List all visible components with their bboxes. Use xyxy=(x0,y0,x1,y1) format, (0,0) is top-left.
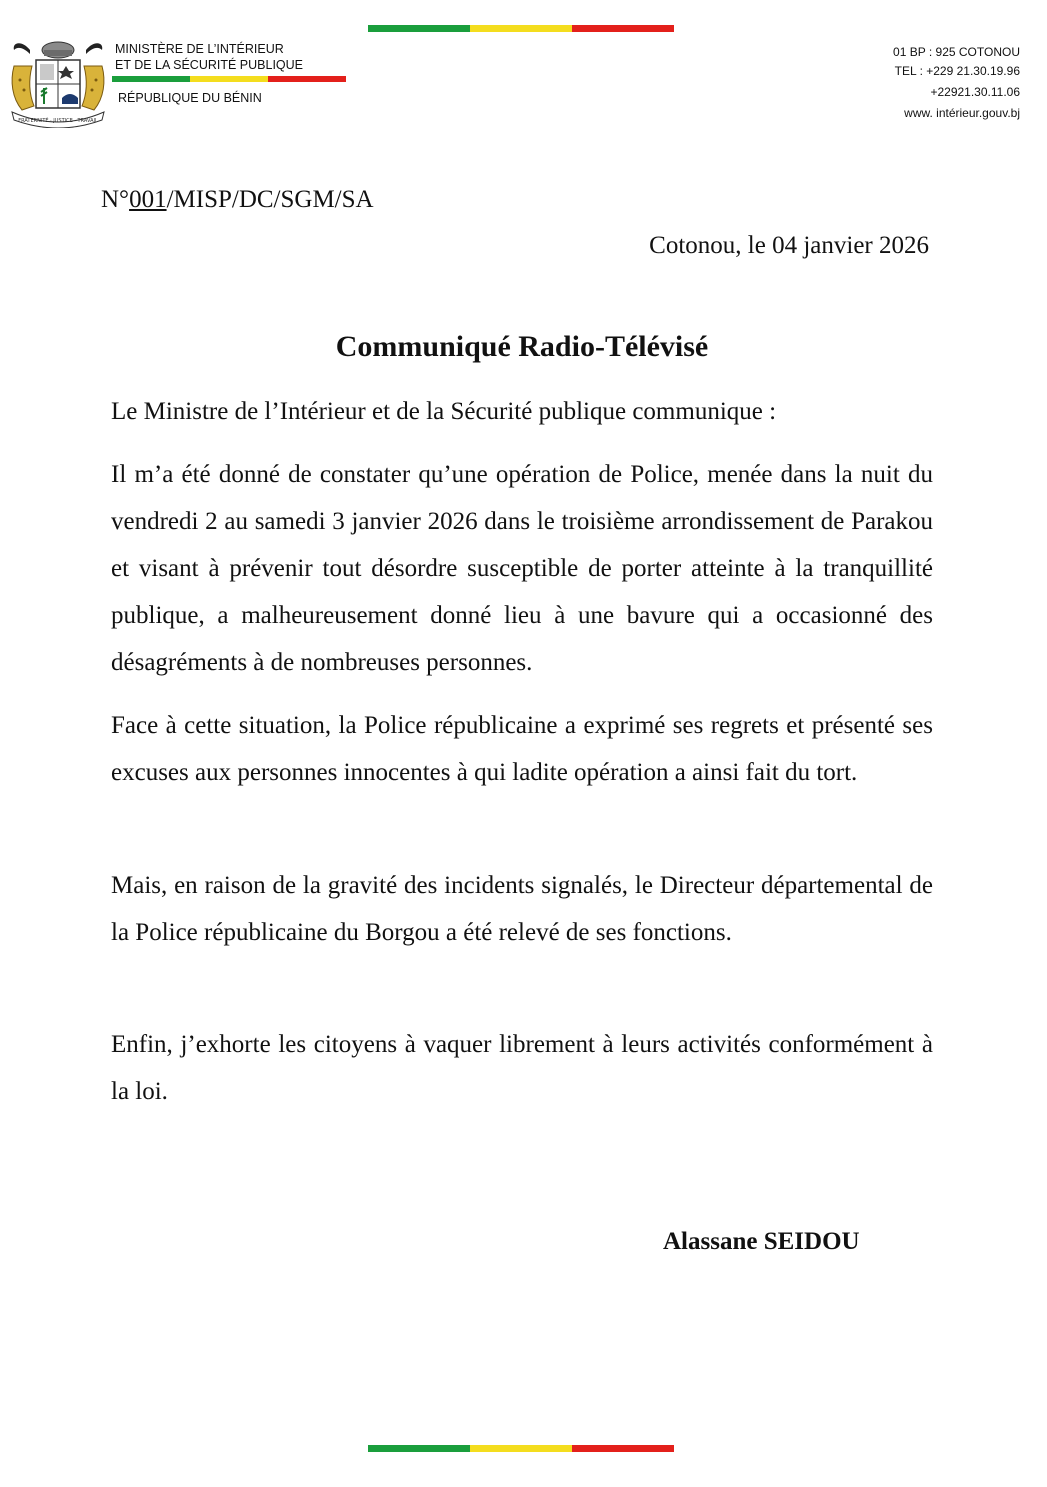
republic-name: RÉPUBLIQUE DU BÉNIN xyxy=(118,91,262,105)
intro-paragraph: Le Ministre de l’Intérieur et de la Sécurité publique communique : xyxy=(111,398,777,425)
red-stripe xyxy=(268,76,346,82)
body-paragraph: Mais, en raison de la gravité des incidents signalés, le Directeur départemental de la Police républicaine du Borgou a été relevé de ses fonctions. xyxy=(111,872,933,946)
yellow-stripe xyxy=(470,25,572,32)
contact-po-box: 01 BP : 925 COTONOU xyxy=(893,45,1020,59)
red-stripe xyxy=(572,25,674,32)
ministry-name-line1: MINISTÈRE DE L’INTÉRIEUR xyxy=(115,42,284,56)
red-stripe xyxy=(572,1445,674,1452)
reference-prefix: N° xyxy=(101,186,130,213)
document-title: Communiqué Radio-Télévisé xyxy=(335,330,709,363)
green-stripe xyxy=(112,76,190,82)
reference-number xyxy=(101,186,374,214)
reference-suffix: /MISP/DC/SGM/SA xyxy=(166,186,374,213)
contact-tel1: TEL : +229 21.30.19.96 xyxy=(894,64,1020,78)
green-stripe xyxy=(368,1445,470,1452)
reference-num: 001 xyxy=(129,186,167,213)
body-paragraph: Il m’a été donné de constater qu’une opération de Police, menée dans la nuit du vendredi 2 au samedi 3 janvier 2026 dans le troisième arrondissement de Parakou et visant à prévenir tout désordre susceptible de porter atteinte à la tranquillité publique, a malheureusement donné lieu à une bavure qui a occasionné des désagréments à de nombreuses personnes. xyxy=(111,461,933,676)
bottom-tricolor-bar xyxy=(368,1445,674,1452)
contact-tel2: +22921.30.11.06 xyxy=(930,85,1020,99)
coat-of-arms-icon xyxy=(8,36,108,128)
top-tricolor-bar xyxy=(368,25,674,32)
yellow-stripe xyxy=(470,1445,572,1452)
yellow-stripe xyxy=(190,76,268,82)
header-tricolor-bar xyxy=(112,76,346,82)
ministry-name-line2: ET DE LA SÉCURITÉ PUBLIQUE xyxy=(115,58,304,72)
signature-name: Alassane SEIDOU xyxy=(663,1228,860,1255)
svg-text:FRATERNITÉ · JUSTICE · TRAVAIL: FRATERNITÉ · JUSTICE · TRAVAIL xyxy=(18,118,98,124)
contact-website: www. intérieur.gouv.bj xyxy=(904,106,1020,120)
body-paragraph: Face à cette situation, la Police républicaine a exprimé ses regrets et présenté ses excuses aux personnes innocentes à qui ladite opération a ainsi fait du tort. xyxy=(111,712,933,786)
date-line: Cotonou, le 04 janvier 2026 xyxy=(649,232,929,259)
green-stripe xyxy=(368,25,470,32)
body-paragraph: Enfin, j’exhorte les citoyens à vaquer librement à leurs activités conformément à la loi. xyxy=(111,1031,933,1105)
